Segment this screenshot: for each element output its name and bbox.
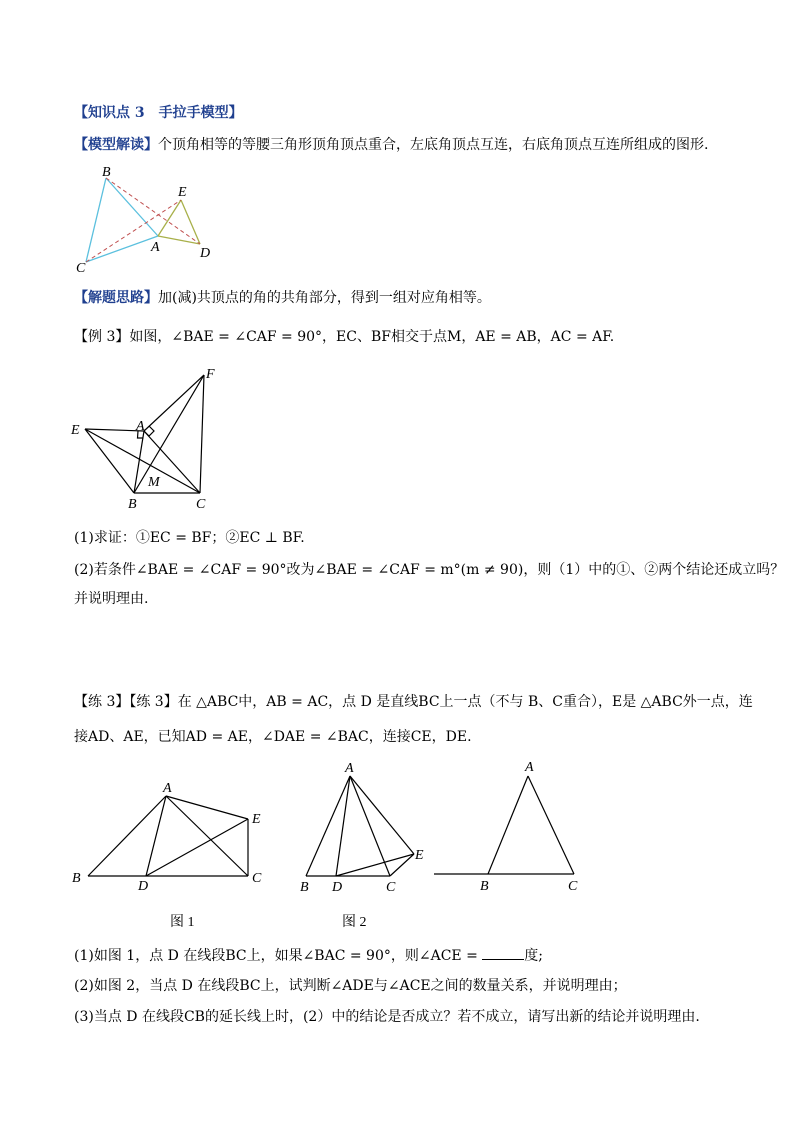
practice-figure-3-lines [434,776,574,874]
practice-q1-unit: 度; [524,948,543,964]
model-label-d: D [200,246,211,261]
example-label-m: M [148,475,160,490]
fig2-label-d: D [332,880,343,895]
fig1-caption: 图 1 [170,915,195,930]
example-label-b: B [128,497,137,512]
model-description [74,135,708,155]
example-intro: 【例 3】如图，∠BAE = ∠CAF = 90°，EC、BF相交于点M，AE = AB，AC = AF. [74,329,615,345]
idea-label: 【解题思路】 [74,290,158,306]
model-label-b: B [102,165,111,180]
example-question-2-line1: (2)若条件∠BAE = ∠CAF = 90°改为∠BAE = ∠CAF = m°(m ≠ 90)，则（1）中的①、②两个结论还成立吗？ [74,562,785,578]
example-label-c: C [196,497,206,512]
idea-description [74,288,491,308]
model-label-c: C [76,261,86,276]
example-figure [66,362,226,520]
example-question-2-line2: 并说明理由. [74,591,149,607]
practice-question-2: (2)如图 2，当点 D 在线段BC上，试判断∠ADE与∠ACE之间的数量关系，并说明理由； [74,978,627,994]
fig2-label-b: B [300,880,309,895]
model-label-a: A [151,240,160,255]
fig2-caption: 图 2 [342,915,367,930]
model-label: 【模型解读】 [74,137,158,153]
practice-q1-text: (1)如图 1，点 D 在线段BC上，如果∠BAC = 90°，则∠ACE = [74,948,483,964]
model-text: 个顶角相等的等腰三角形顶角顶点重合，左底角顶点互连，右底角顶点互连所组成的图形. [158,137,709,153]
fig1-label-c: C [252,871,262,886]
practice-question-3: (3)当点 D 在线段CB的延长线上时，(2）中的结论是否成立？若不成立，请写出新的结论并说明理由. [74,1009,700,1025]
practice-figure-2-lines [306,776,414,876]
fig1-label-a: A [163,781,172,796]
model-figure [74,162,224,282]
fig2-label-e: E [415,848,424,863]
practice-figure-1 [66,778,276,890]
section-heading: 【知识点 3 手拉手模型】 [74,105,243,121]
fig1-label-b: B [72,871,81,886]
fig1-label-d: D [138,879,149,890]
example-label-a: A [136,419,145,434]
example-label-e: E [71,423,80,438]
fig2-label-c: C [386,880,396,895]
example-figure-lines [85,375,204,493]
practice-figure-3 [432,754,592,896]
fig3-label-c: C [568,879,578,894]
practice-figure-1-lines [88,796,248,876]
practice-intro-line1: 【练 3】【练 3】在 △ABC中，AB = AC，点 D 是直线BC上一点（不与 B、C重合），E是 △ABC外一点，连 [74,694,753,710]
model-label-e: E [178,185,187,200]
fig3-label-a: A [525,760,534,775]
practice-question-1 [74,945,543,966]
idea-text: 加(减)共顶点的角的共角部分，得到一组对应角相等。 [158,290,491,306]
example-label-f: F [206,367,215,382]
fig1-label-e: E [252,812,261,827]
example-question-1: (1)求证：①EC = BF；②EC ⊥ BF. [74,530,305,546]
fig2-label-a: A [345,761,354,776]
practice-intro-line2: 接AD、AE，已知AD = AE，∠DAE = ∠BAC，连接CE，DE. [74,729,472,745]
answer-blank[interactable] [482,945,524,960]
fig3-label-b: B [480,879,489,894]
practice-figure-2 [294,756,434,896]
